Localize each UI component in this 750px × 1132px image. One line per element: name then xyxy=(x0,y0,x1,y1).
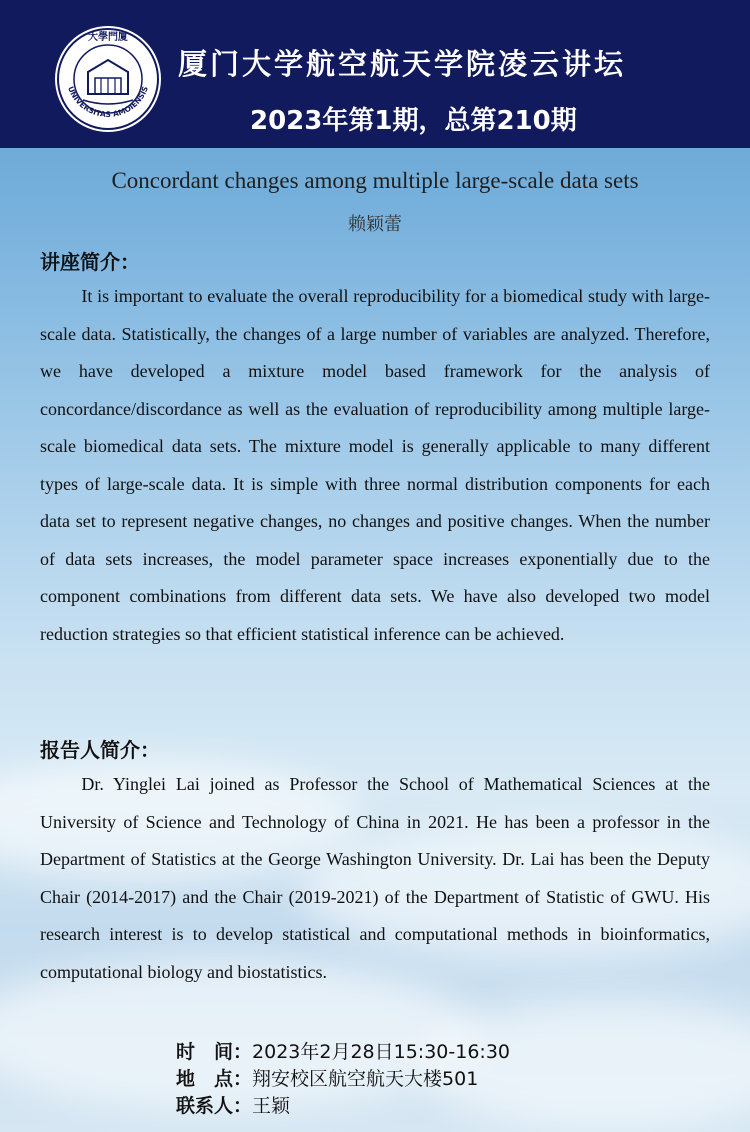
place-value: 翔安校区航空航天大楼501 xyxy=(252,1068,479,1090)
bio-text: Dr. Yinglei Lai joined as Professor the School of Mathematical Sciences at the University of Science and Technology of China in 2021. He has been a professor in the Department of Statistics at the George Washington University. Dr. Lai has been the Deputy Chair (2014-2017) and the Chair (2019-2021) of the Department of Statistic of GWU. His research interest is to develop statistical and computational methods in bioinformatics, computational biology and biostatistics. xyxy=(40,774,710,982)
abstract-text: It is important to evaluate the overall reproducibility for a biomedical study with large-scale data. Statistically, the changes of a large number of variables are analyzed. Therefore, we have developed a mixture model based framework for the analysis of concordance/discordance as well as the evaluation of reproducibility among multiple large-scale biomedical data sets. The mixture model is generally applicable to many different types of large-scale data. It is simple with three normal distribution components for each data set to represent negative changes, no changes and positive changes. When the number of data sets increases, the model parameter space increases exponentially due to the component combinations from different data sets. We have also developed two model reduction strategies so that efficient statistical inference can be achieved. xyxy=(40,286,710,644)
lecture-series-title: 厦门大学航空航天学院凌云讲坛 xyxy=(178,47,627,81)
bio-heading: 报告人简介： xyxy=(40,738,160,762)
talk-title: Concordant changes among multiple large-scale data sets xyxy=(111,168,639,193)
time-value: 2023年2月28日15:30-16:30 xyxy=(252,1041,511,1063)
header-banner xyxy=(0,0,750,148)
abstract-heading: 讲座简介： xyxy=(40,250,140,274)
university-seal-icon xyxy=(53,24,163,134)
speaker-name: 赖颖蕾 xyxy=(348,214,402,235)
time-row xyxy=(176,1037,510,1064)
svg-text:大學門廈: 大學門廈 xyxy=(88,32,128,43)
issue-number: 2023年第1期，总第210期 xyxy=(250,106,577,136)
contact-value: 王颖 xyxy=(252,1095,291,1117)
bio-body xyxy=(40,766,710,991)
abstract-body xyxy=(40,278,710,653)
contact-label: 联系人： xyxy=(176,1095,253,1117)
time-label: 时 间： xyxy=(176,1041,253,1063)
contact-row xyxy=(176,1091,290,1118)
place-row xyxy=(176,1064,478,1091)
place-label: 地 点： xyxy=(176,1068,253,1090)
svg-text:UNIVERSITAS AMOIENSIS: UNIVERSITAS AMOIENSIS xyxy=(66,85,150,119)
